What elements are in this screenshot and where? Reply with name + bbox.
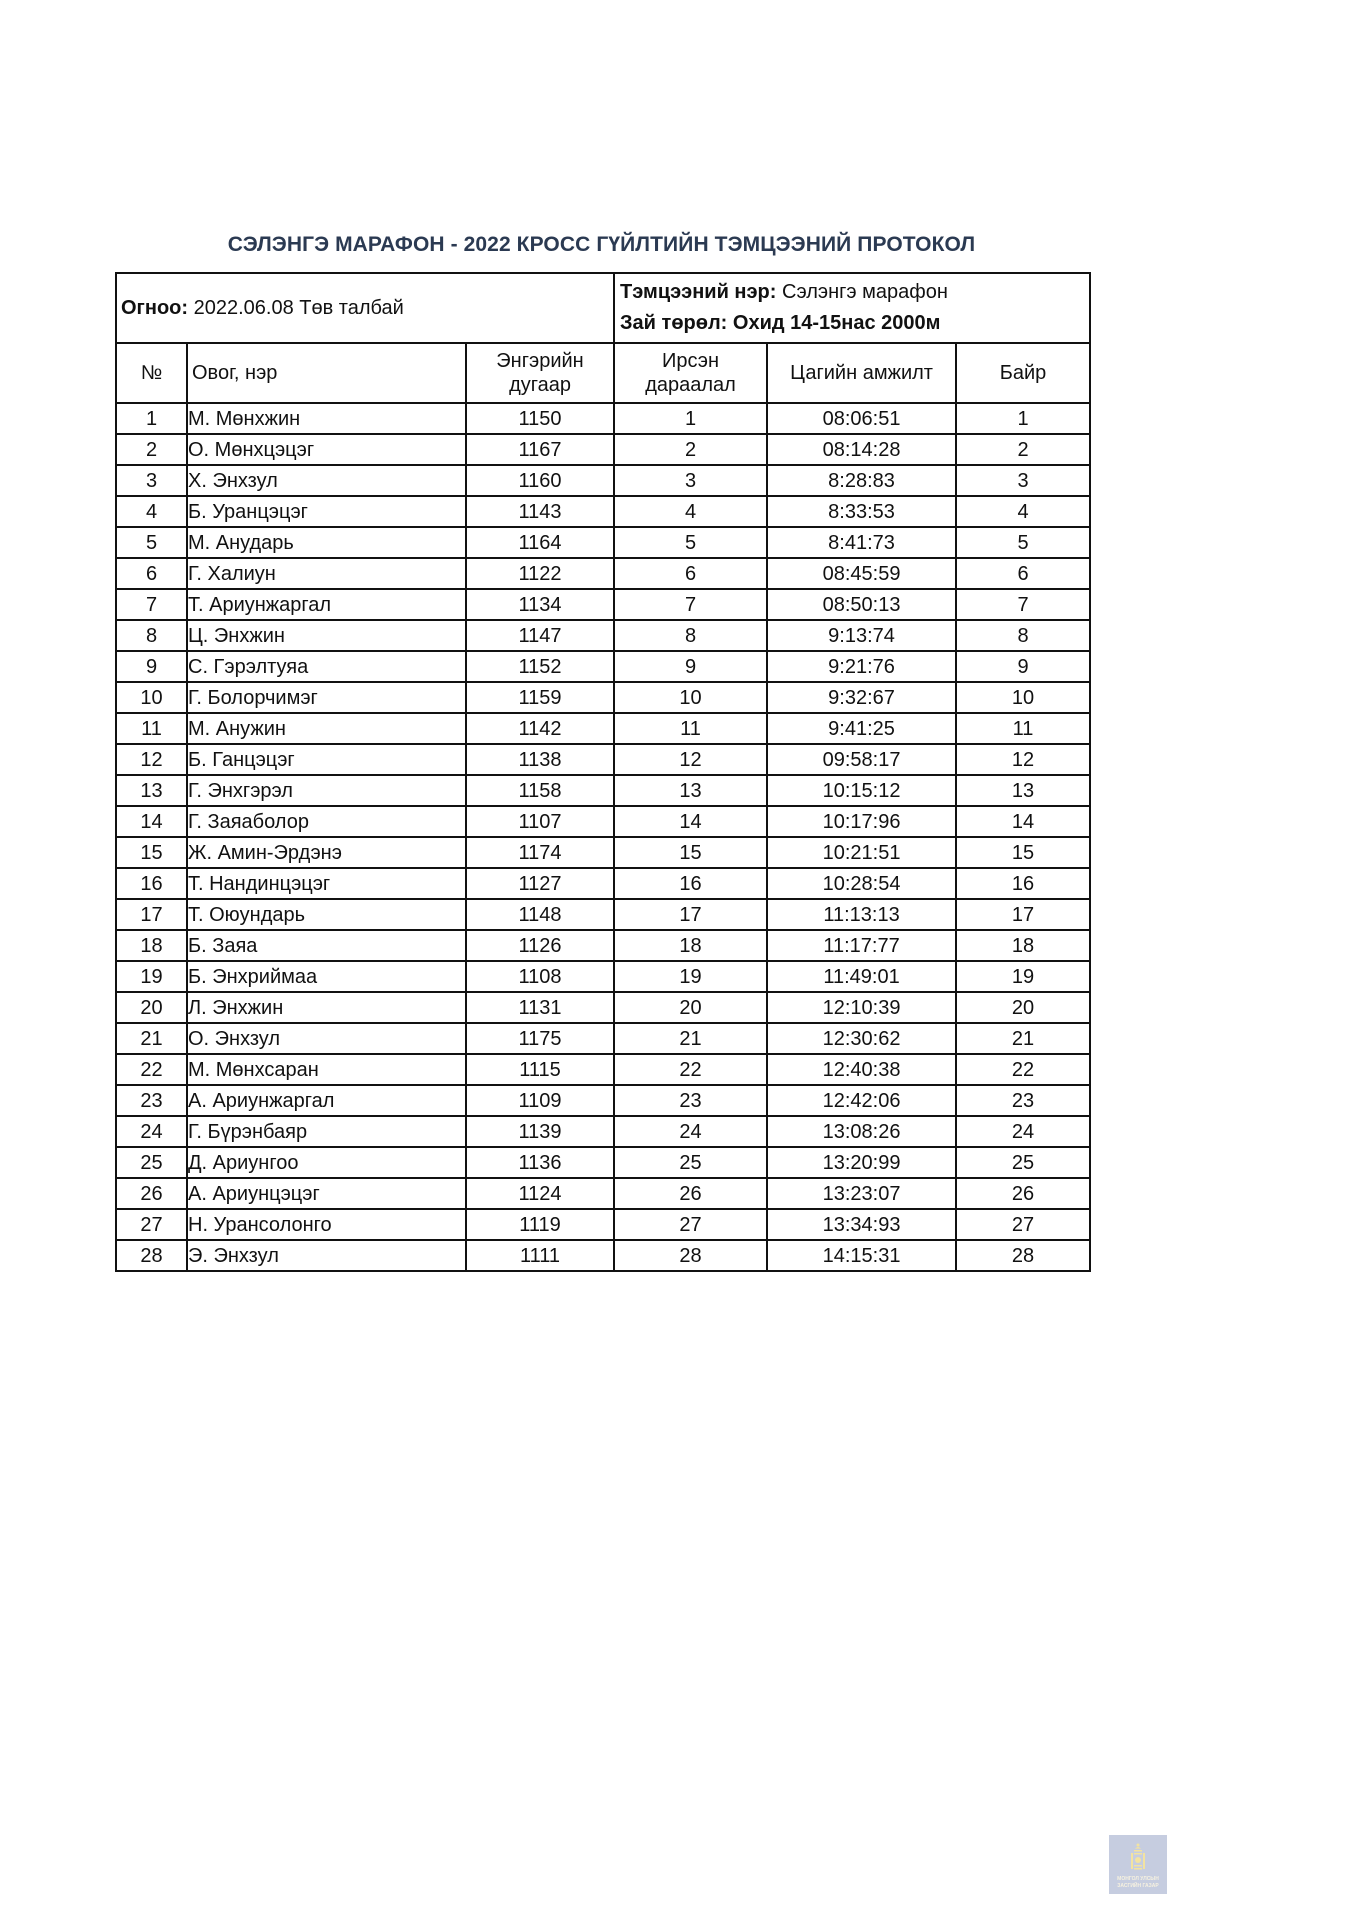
athlete-name-cell: Н. Урансолонго (187, 1209, 466, 1240)
col-header-time: Цагийн амжилт (767, 343, 956, 403)
competition-info-cell (614, 273, 1090, 343)
finish-order-cell: 9 (614, 651, 767, 682)
soyombo-emblem-icon (1131, 1843, 1145, 1871)
row-number-cell: 27 (116, 1209, 187, 1240)
finish-order-cell: 17 (614, 899, 767, 930)
row-number-cell: 2 (116, 434, 187, 465)
table-row (116, 620, 1090, 651)
place-cell: 23 (956, 1085, 1090, 1116)
place-cell: 9 (956, 651, 1090, 682)
finish-order-cell: 8 (614, 620, 767, 651)
bib-number-cell: 1158 (466, 775, 614, 806)
bib-number-cell: 1136 (466, 1147, 614, 1178)
finish-time-cell: 10:15:12 (767, 775, 956, 806)
row-number-cell: 13 (116, 775, 187, 806)
athlete-name-cell: Т. Нандинцэцэг (187, 868, 466, 899)
finish-order-cell: 15 (614, 837, 767, 868)
date-value: 2022.06.08 Төв талбай (188, 297, 404, 319)
table-row (116, 1178, 1090, 1209)
row-number-cell: 5 (116, 527, 187, 558)
table-row (116, 651, 1090, 682)
place-cell: 21 (956, 1023, 1090, 1054)
athlete-name-cell: О. Мөнхцэцэг (187, 434, 466, 465)
athlete-name-cell: Б. Заяа (187, 930, 466, 961)
government-logo (1109, 1835, 1167, 1894)
table-row (116, 837, 1090, 868)
finish-order-cell: 7 (614, 589, 767, 620)
date-label: Огноо: (121, 297, 189, 319)
place-cell: 24 (956, 1116, 1090, 1147)
table-row (116, 558, 1090, 589)
table-row (116, 1116, 1090, 1147)
finish-order-cell: 25 (614, 1147, 767, 1178)
row-number-cell: 24 (116, 1116, 187, 1147)
row-number-cell: 25 (116, 1147, 187, 1178)
finish-order-cell: 13 (614, 775, 767, 806)
place-cell: 5 (956, 527, 1090, 558)
finish-order-cell: 21 (614, 1023, 767, 1054)
place-cell: 6 (956, 558, 1090, 589)
finish-time-cell: 13:34:93 (767, 1209, 956, 1240)
athlete-name-cell: М. Мөнхжин (187, 403, 466, 434)
table-row (116, 1209, 1090, 1240)
col-header-name: Овог, нэр (187, 343, 466, 403)
finish-time-cell: 11:49:01 (767, 961, 956, 992)
document-title: СЭЛЭНГЭ МАРАФОН - 2022 КРОСС ГҮЙЛТИЙН ТЭМЦЭЭНИЙ ПРОТОКОЛ (227, 233, 976, 256)
finish-time-cell: 8:41:73 (767, 527, 956, 558)
info-row (116, 273, 1090, 343)
row-number-cell: 17 (116, 899, 187, 930)
place-cell: 8 (956, 620, 1090, 651)
place-cell: 19 (956, 961, 1090, 992)
finish-time-cell: 13:23:07 (767, 1178, 956, 1209)
table-row (116, 496, 1090, 527)
table-row (116, 713, 1090, 744)
competition-name-line (620, 277, 1089, 308)
row-number-cell: 4 (116, 496, 187, 527)
finish-order-cell: 23 (614, 1085, 767, 1116)
row-number-cell: 1 (116, 403, 187, 434)
bib-number-cell: 1127 (466, 868, 614, 899)
table-row (116, 1023, 1090, 1054)
finish-time-cell: 8:28:83 (767, 465, 956, 496)
place-cell: 25 (956, 1147, 1090, 1178)
table-row (116, 527, 1090, 558)
row-number-cell: 8 (116, 620, 187, 651)
athlete-name-cell: О. Энхзул (187, 1023, 466, 1054)
athlete-name-cell: Х. Энхзул (187, 465, 466, 496)
row-number-cell: 11 (116, 713, 187, 744)
finish-time-cell: 11:17:77 (767, 930, 956, 961)
finish-order-cell: 12 (614, 744, 767, 775)
logo-text-line2: ЗАСГИЙН ГАЗАР (1117, 1883, 1159, 1889)
place-cell: 14 (956, 806, 1090, 837)
row-number-cell: 20 (116, 992, 187, 1023)
athlete-name-cell: Б. Энхриймаа (187, 961, 466, 992)
finish-order-cell: 14 (614, 806, 767, 837)
row-number-cell: 6 (116, 558, 187, 589)
table-row (116, 930, 1090, 961)
row-number-cell: 10 (116, 682, 187, 713)
bib-number-cell: 1143 (466, 496, 614, 527)
bib-number-cell: 1115 (466, 1054, 614, 1085)
finish-time-cell: 9:21:76 (767, 651, 956, 682)
bib-number-cell: 1160 (466, 465, 614, 496)
athlete-name-cell: Г. Бүрэнбаяр (187, 1116, 466, 1147)
table-row (116, 744, 1090, 775)
finish-time-cell: 9:41:25 (767, 713, 956, 744)
bib-number-cell: 1119 (466, 1209, 614, 1240)
table-row (116, 775, 1090, 806)
finish-time-cell: 8:33:53 (767, 496, 956, 527)
table-row (116, 992, 1090, 1023)
finish-order-cell: 5 (614, 527, 767, 558)
finish-order-cell: 20 (614, 992, 767, 1023)
bib-number-cell: 1150 (466, 403, 614, 434)
athlete-name-cell: Б. Ганцэцэг (187, 744, 466, 775)
header-row (116, 343, 1090, 403)
finish-time-cell: 08:14:28 (767, 434, 956, 465)
athlete-name-cell: М. Мөнхсаран (187, 1054, 466, 1085)
athlete-name-cell: Г. Заяаболор (187, 806, 466, 837)
finish-order-cell: 3 (614, 465, 767, 496)
table-row (116, 868, 1090, 899)
bib-number-cell: 1124 (466, 1178, 614, 1209)
athlete-name-cell: Ц. Энхжин (187, 620, 466, 651)
bib-number-cell: 1147 (466, 620, 614, 651)
athlete-name-cell: А. Ариунжаргал (187, 1085, 466, 1116)
bib-number-cell: 1107 (466, 806, 614, 837)
finish-time-cell: 13:20:99 (767, 1147, 956, 1178)
row-number-cell: 21 (116, 1023, 187, 1054)
col-header-bib: Энгэрийн дугаар (466, 343, 614, 403)
place-cell: 4 (956, 496, 1090, 527)
athlete-name-cell: Т. Оюундарь (187, 899, 466, 930)
row-number-cell: 12 (116, 744, 187, 775)
place-cell: 15 (956, 837, 1090, 868)
finish-time-cell: 12:40:38 (767, 1054, 956, 1085)
finish-time-cell: 9:32:67 (767, 682, 956, 713)
finish-order-cell: 18 (614, 930, 767, 961)
bib-number-cell: 1174 (466, 837, 614, 868)
finish-time-cell: 12:42:06 (767, 1085, 956, 1116)
athlete-name-cell: Г. Энхгэрэл (187, 775, 466, 806)
bib-number-cell: 1126 (466, 930, 614, 961)
finish-time-cell: 12:30:62 (767, 1023, 956, 1054)
finish-time-cell: 08:50:13 (767, 589, 956, 620)
athlete-name-cell: М. Анужин (187, 713, 466, 744)
finish-time-cell: 09:58:17 (767, 744, 956, 775)
finish-time-cell: 08:45:59 (767, 558, 956, 589)
finish-order-cell: 24 (614, 1116, 767, 1147)
athlete-name-cell: С. Гэрэлтуяа (187, 651, 466, 682)
category-label: Зай төрөл: Охид 14-15нас 2000м (620, 312, 941, 334)
place-cell: 7 (956, 589, 1090, 620)
place-cell: 26 (956, 1178, 1090, 1209)
athlete-name-cell: Э. Энхзул (187, 1240, 466, 1271)
table-row (116, 682, 1090, 713)
row-number-cell: 22 (116, 1054, 187, 1085)
bib-number-cell: 1131 (466, 992, 614, 1023)
place-cell: 2 (956, 434, 1090, 465)
place-cell: 16 (956, 868, 1090, 899)
category-line (620, 308, 1089, 339)
table-row (116, 1085, 1090, 1116)
bib-number-cell: 1148 (466, 899, 614, 930)
place-cell: 13 (956, 775, 1090, 806)
table-row (116, 1147, 1090, 1178)
finish-time-cell: 14:15:31 (767, 1240, 956, 1271)
bib-number-cell: 1175 (466, 1023, 614, 1054)
athlete-name-cell: А. Ариунцэцэг (187, 1178, 466, 1209)
bib-number-cell: 1159 (466, 682, 614, 713)
finish-order-cell: 28 (614, 1240, 767, 1271)
table-row (116, 806, 1090, 837)
finish-order-cell: 19 (614, 961, 767, 992)
bib-number-cell: 1111 (466, 1240, 614, 1271)
finish-time-cell: 13:08:26 (767, 1116, 956, 1147)
row-number-cell: 18 (116, 930, 187, 961)
table-row (116, 961, 1090, 992)
athlete-name-cell: Г. Болорчимэг (187, 682, 466, 713)
col-header-no: № (116, 343, 187, 403)
row-number-cell: 19 (116, 961, 187, 992)
finish-order-cell: 16 (614, 868, 767, 899)
place-cell: 20 (956, 992, 1090, 1023)
finish-order-cell: 27 (614, 1209, 767, 1240)
table-row (116, 403, 1090, 434)
col-header-place: Байр (956, 343, 1090, 403)
athlete-name-cell: Б. Уранцэцэг (187, 496, 466, 527)
finish-time-cell: 9:13:74 (767, 620, 956, 651)
bib-number-cell: 1164 (466, 527, 614, 558)
finish-order-cell: 22 (614, 1054, 767, 1085)
place-cell: 27 (956, 1209, 1090, 1240)
finish-order-cell: 6 (614, 558, 767, 589)
bib-number-cell: 1167 (466, 434, 614, 465)
row-number-cell: 7 (116, 589, 187, 620)
bib-number-cell: 1138 (466, 744, 614, 775)
finish-order-cell: 26 (614, 1178, 767, 1209)
place-cell: 18 (956, 930, 1090, 961)
athlete-name-cell: Ж. Амин-Эрдэнэ (187, 837, 466, 868)
finish-order-cell: 11 (614, 713, 767, 744)
place-cell: 17 (956, 899, 1090, 930)
bib-number-cell: 1139 (466, 1116, 614, 1147)
row-number-cell: 23 (116, 1085, 187, 1116)
finish-time-cell: 10:28:54 (767, 868, 956, 899)
finish-order-cell: 2 (614, 434, 767, 465)
competition-value: Сэлэнгэ марафон (776, 281, 948, 303)
place-cell: 11 (956, 713, 1090, 744)
place-cell: 10 (956, 682, 1090, 713)
row-number-cell: 3 (116, 465, 187, 496)
table-row (116, 589, 1090, 620)
competition-label: Тэмцээний нэр: (620, 281, 777, 303)
row-number-cell: 15 (116, 837, 187, 868)
place-cell: 22 (956, 1054, 1090, 1085)
row-number-cell: 16 (116, 868, 187, 899)
table-row (116, 1240, 1090, 1271)
athlete-name-cell: Д. Ариунгоо (187, 1147, 466, 1178)
bib-number-cell: 1122 (466, 558, 614, 589)
table-row (116, 899, 1090, 930)
col-header-order: Ирсэн дараалал (614, 343, 767, 403)
row-number-cell: 14 (116, 806, 187, 837)
place-cell: 1 (956, 403, 1090, 434)
athlete-name-cell: М. Анударь (187, 527, 466, 558)
athlete-name-cell: Т. Ариунжаргал (187, 589, 466, 620)
place-cell: 28 (956, 1240, 1090, 1271)
finish-order-cell: 1 (614, 403, 767, 434)
logo-text-line1: МОНГОЛ УЛСЫН (1117, 1876, 1159, 1882)
bib-number-cell: 1142 (466, 713, 614, 744)
finish-time-cell: 11:13:13 (767, 899, 956, 930)
row-number-cell: 26 (116, 1178, 187, 1209)
table-row (116, 434, 1090, 465)
results-table (115, 272, 1091, 1272)
finish-time-cell: 08:06:51 (767, 403, 956, 434)
table-row (116, 1054, 1090, 1085)
finish-order-cell: 4 (614, 496, 767, 527)
row-number-cell: 9 (116, 651, 187, 682)
athlete-name-cell: Г. Халиун (187, 558, 466, 589)
date-venue-cell (116, 273, 614, 343)
bib-number-cell: 1134 (466, 589, 614, 620)
place-cell: 12 (956, 744, 1090, 775)
bib-number-cell: 1109 (466, 1085, 614, 1116)
finish-order-cell: 10 (614, 682, 767, 713)
results-body (116, 403, 1090, 1271)
finish-time-cell: 12:10:39 (767, 992, 956, 1023)
bib-number-cell: 1108 (466, 961, 614, 992)
bib-number-cell: 1152 (466, 651, 614, 682)
finish-time-cell: 10:17:96 (767, 806, 956, 837)
finish-time-cell: 10:21:51 (767, 837, 956, 868)
athlete-name-cell: Л. Энхжин (187, 992, 466, 1023)
row-number-cell: 28 (116, 1240, 187, 1271)
place-cell: 3 (956, 465, 1090, 496)
table-row (116, 465, 1090, 496)
